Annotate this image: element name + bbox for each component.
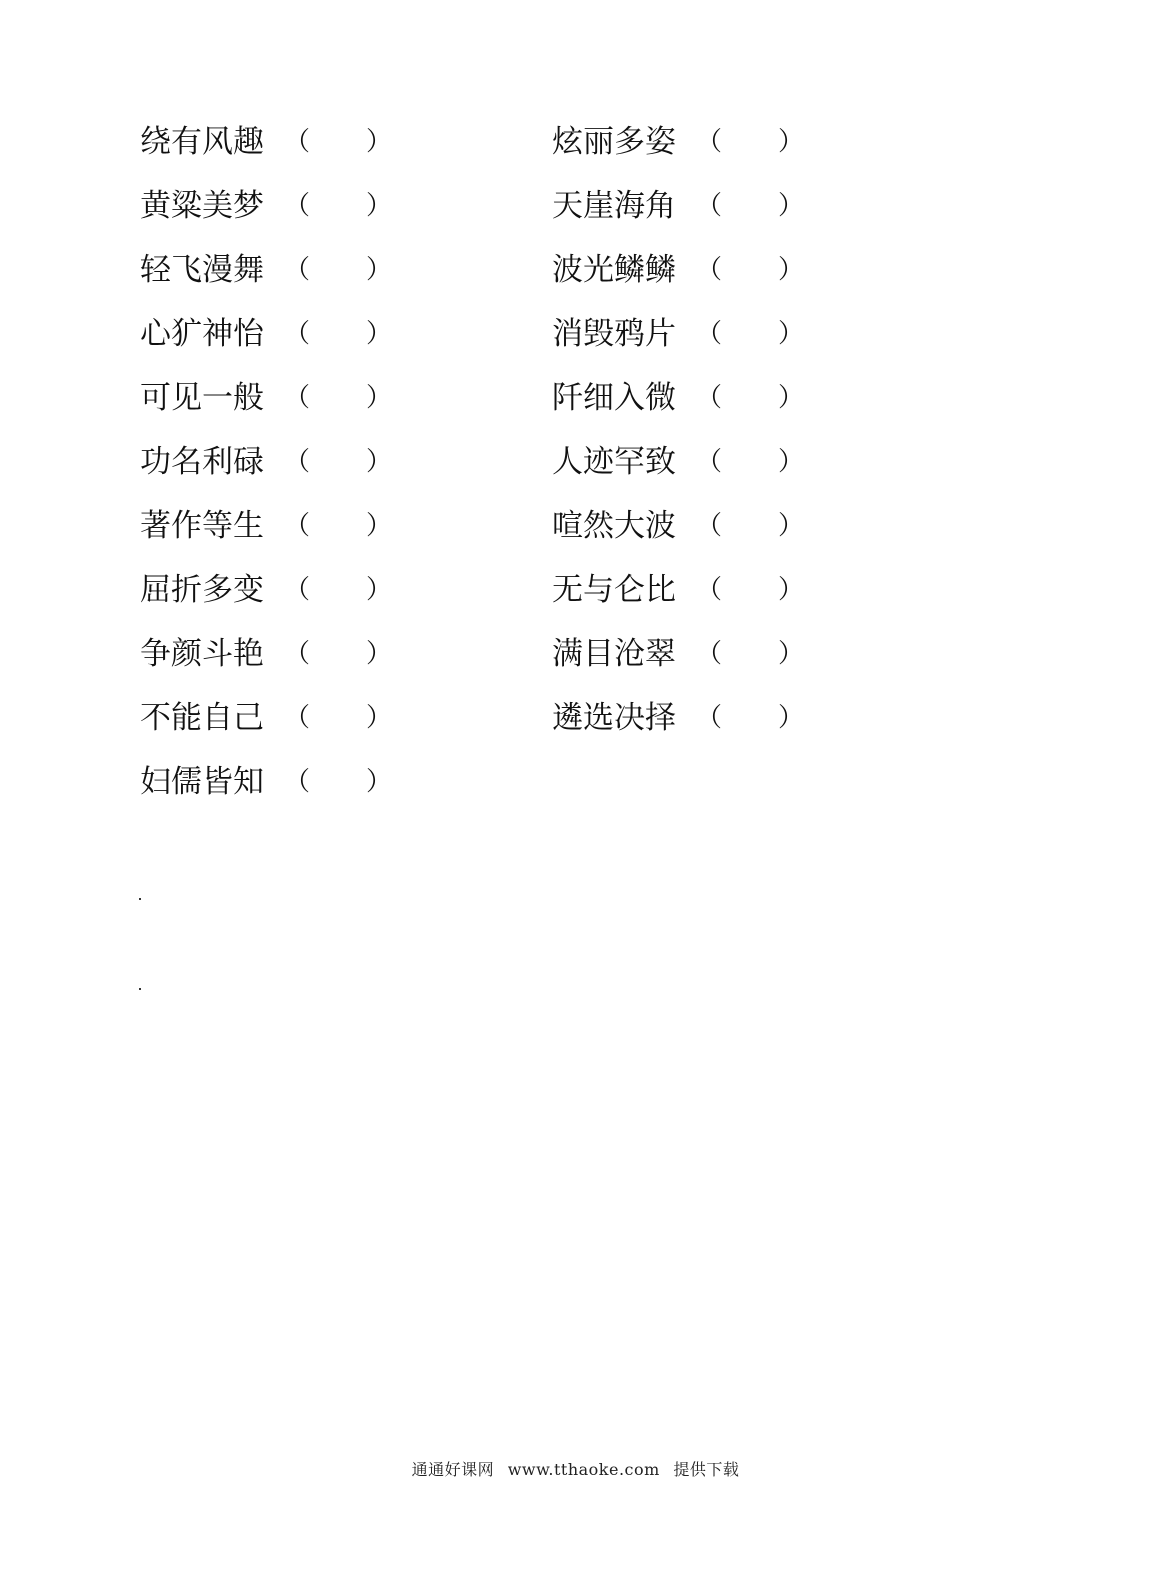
answer-blank-close: ） — [366, 447, 393, 477]
answer-blank-close: ） — [778, 703, 805, 733]
idiom-word: 屈折多变 — [140, 572, 264, 608]
list-item — [552, 238, 882, 302]
answer-blank-close: ） — [366, 319, 393, 349]
answer-blank-close: ） — [366, 703, 393, 733]
idiom-word: 阡细入微 — [552, 380, 676, 416]
footer-suffix: 提供下载 — [673, 1460, 740, 1479]
answer-blank-open: （ — [696, 447, 723, 477]
idiom-word: 黄粱美梦 — [140, 188, 264, 224]
idiom-word: 著作等生 — [140, 508, 264, 544]
answer-blank-close: ） — [778, 447, 805, 477]
answer-blank-open: （ — [284, 511, 311, 541]
list-item — [140, 302, 470, 366]
answer-blank-close: ） — [366, 255, 393, 285]
list-item — [140, 430, 470, 494]
answer-blank-open: （ — [284, 319, 311, 349]
list-item — [140, 494, 470, 558]
idiom-word: 轻飞漫舞 — [140, 252, 264, 288]
answer-blank-open: （ — [696, 703, 723, 733]
idiom-word: 争颜斗艳 — [140, 636, 264, 672]
answer-blank-open: （ — [284, 575, 311, 605]
footer-url: www.tthaoke.com — [507, 1460, 660, 1479]
answer-blank-open: （ — [284, 383, 311, 413]
answer-blank-open: （ — [284, 703, 311, 733]
answer-blank-close: ） — [366, 511, 393, 541]
idiom-word: 无与仑比 — [552, 572, 676, 608]
list-item — [552, 494, 882, 558]
answer-blank-close: ） — [778, 191, 805, 221]
answer-blank-open: （ — [696, 255, 723, 285]
list-item — [140, 238, 470, 302]
answer-blank-open: （ — [696, 127, 723, 157]
scan-speck — [139, 898, 141, 900]
list-item — [552, 366, 882, 430]
answer-blank-close: ） — [366, 191, 393, 221]
idiom-word: 遴选决择 — [552, 700, 676, 736]
answer-blank-open: （ — [696, 319, 723, 349]
idiom-word: 喧然大波 — [552, 508, 676, 544]
answer-blank-close: ） — [366, 639, 393, 669]
answer-blank-close: ） — [778, 639, 805, 669]
list-item — [552, 302, 882, 366]
idiom-word: 波光鳞鳞 — [552, 252, 676, 288]
idiom-word: 人迹罕致 — [552, 444, 676, 480]
list-item — [140, 686, 470, 750]
list-item — [140, 558, 470, 622]
idiom-word: 妇儒皆知 — [140, 764, 264, 800]
answer-blank-close: ） — [366, 383, 393, 413]
answer-blank-open: （ — [284, 767, 311, 797]
list-item — [140, 622, 470, 686]
answer-blank-open: （ — [696, 191, 723, 221]
list-item — [552, 622, 882, 686]
answer-blank-open: （ — [284, 639, 311, 669]
answer-blank-close: ） — [778, 255, 805, 285]
idiom-word: 绕有风趣 — [140, 124, 264, 160]
answer-blank-open: （ — [284, 255, 311, 285]
list-item — [552, 686, 882, 750]
answer-blank-close: ） — [778, 511, 805, 541]
answer-blank-close: ） — [778, 319, 805, 349]
answer-blank-open: （ — [284, 127, 311, 157]
right-column — [552, 110, 882, 750]
list-item — [140, 110, 470, 174]
left-column — [140, 110, 470, 814]
idiom-word: 满目沧翠 — [552, 636, 676, 672]
idiom-word: 功名利碌 — [140, 444, 264, 480]
list-item — [140, 750, 470, 814]
idiom-word: 不能自己 — [140, 700, 264, 736]
answer-blank-close: ） — [778, 575, 805, 605]
list-item — [140, 366, 470, 430]
scan-speck — [139, 988, 141, 990]
footer-site-name: 通通好课网 — [411, 1460, 495, 1479]
page-footer — [0, 1457, 1151, 1480]
idiom-word: 天崖海角 — [552, 188, 676, 224]
answer-blank-close: ） — [778, 127, 805, 157]
answer-blank-close: ） — [366, 767, 393, 797]
answer-blank-open: （ — [696, 575, 723, 605]
idiom-word: 心犷神怡 — [140, 316, 264, 352]
answer-blank-open: （ — [284, 447, 311, 477]
answer-blank-close: ） — [778, 383, 805, 413]
list-item — [552, 430, 882, 494]
idiom-word: 可见一般 — [140, 380, 264, 416]
list-item — [140, 174, 470, 238]
answer-blank-open: （ — [696, 383, 723, 413]
answer-blank-close: ） — [366, 127, 393, 157]
answer-blank-open: （ — [696, 511, 723, 541]
idiom-word: 消毁鸦片 — [552, 316, 676, 352]
answer-blank-close: ） — [366, 575, 393, 605]
answer-blank-open: （ — [284, 191, 311, 221]
idiom-word: 炫丽多姿 — [552, 124, 676, 160]
list-item — [552, 174, 882, 238]
list-item — [552, 558, 882, 622]
list-item — [552, 110, 882, 174]
answer-blank-open: （ — [696, 639, 723, 669]
